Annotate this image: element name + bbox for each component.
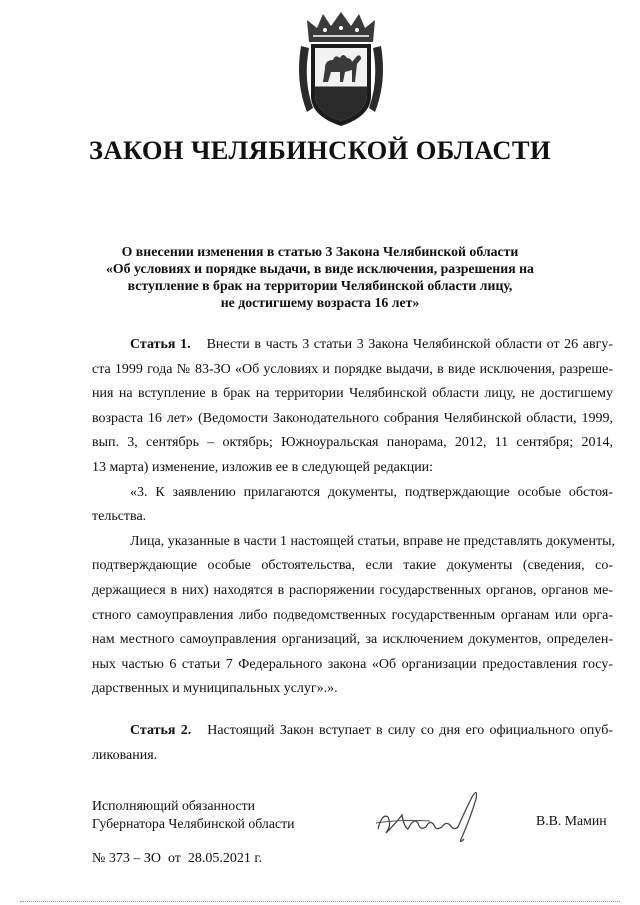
article-2-text: Настоящий Закон вступает в силу со дня его официального опуб- <box>207 723 613 738</box>
article-1-line: возраста 16 лет» (Ведомости Законодательного собрания Челябинской области, 1999, <box>92 410 613 426</box>
article-1-line: тельства. <box>92 509 147 525</box>
article-2-line <box>92 719 613 744</box>
article-1 <box>92 333 616 702</box>
article-2-line: ликования. <box>92 747 158 763</box>
page-bottom-rule <box>20 901 620 902</box>
article-1-text: Внести в часть 3 статьи 3 Закона Челябинской области от 26 авгу- <box>206 337 614 352</box>
article-1-line: вып. 3, сентябрь – октябрь; Южноуральская панорама, 2012, 11 сентября; 2014, <box>92 435 613 451</box>
article-1-line: 13 марта) изменение, изложив ее в следующей редакции: <box>92 459 434 475</box>
article-2 <box>92 719 613 768</box>
subtitle-line: не достигшему возраста 16 лет» <box>220 295 420 310</box>
article-2-label: Статья 2. <box>130 723 192 738</box>
subtitle-line: вступление в брак на территории Челябинской области лицу, <box>127 278 513 293</box>
article-1-line: подтверждающие особые обстоятельства, если такие документы (сведения, со- <box>92 558 613 574</box>
article-1-line: ста 1999 года № 83-ЗО «Об условиях и порядке выдачи, в виде исключения, разреше- <box>92 361 613 377</box>
article-1-line: дарственных и муниципальных услуг».». <box>92 681 338 697</box>
position-line: Исполняющий обязанности <box>92 798 255 813</box>
article-1-label: Статья 1. <box>130 337 191 352</box>
article-1-line: ния на вступление в брак на территории Челябинской области лицу, не достигшему <box>92 386 613 402</box>
handwritten-signature <box>372 783 494 847</box>
article-1-line <box>92 333 613 358</box>
signatory-name: В.В. Мамин <box>536 813 607 828</box>
position-line: Губернатора Челябинской области <box>92 816 295 831</box>
signatory-position <box>92 797 294 833</box>
article-1-line: нам местного самоуправления организаций, за исключением документов, определен- <box>92 632 613 648</box>
subtitle-line: «Об условиях и порядке выдачи, в виде исключения, разрешения на <box>106 261 534 276</box>
article-1-line: Лица, указанные в части 1 настоящей статьи, вправе не представлять документы, <box>130 533 616 549</box>
law-number-date: № 373 – ЗО от 28.05.2021 г. <box>92 851 263 866</box>
article-1-line: держащиеся в них) находятся в распоряжении государственных органов, органов ме- <box>92 582 613 598</box>
subtitle-line: О внесении изменения в статью 3 Закона Челябинской области <box>121 244 519 259</box>
article-1-line: стного самоуправления либо подведомственных государственным органам или орга- <box>92 607 613 623</box>
article-1-line: «3. К заявлению прилагаются документы, подтверждающие особые обстоя- <box>130 484 613 500</box>
law-subtitle <box>100 243 540 311</box>
chelyabinsk-coat-of-arms-icon <box>295 12 387 130</box>
article-1-line: ных частью 6 статьи 7 Федерального закона «Об организации предоставления госу- <box>92 656 613 672</box>
law-title: ЗАКОН ЧЕЛЯБИНСКОЙ ОБЛАСТИ <box>89 135 551 165</box>
